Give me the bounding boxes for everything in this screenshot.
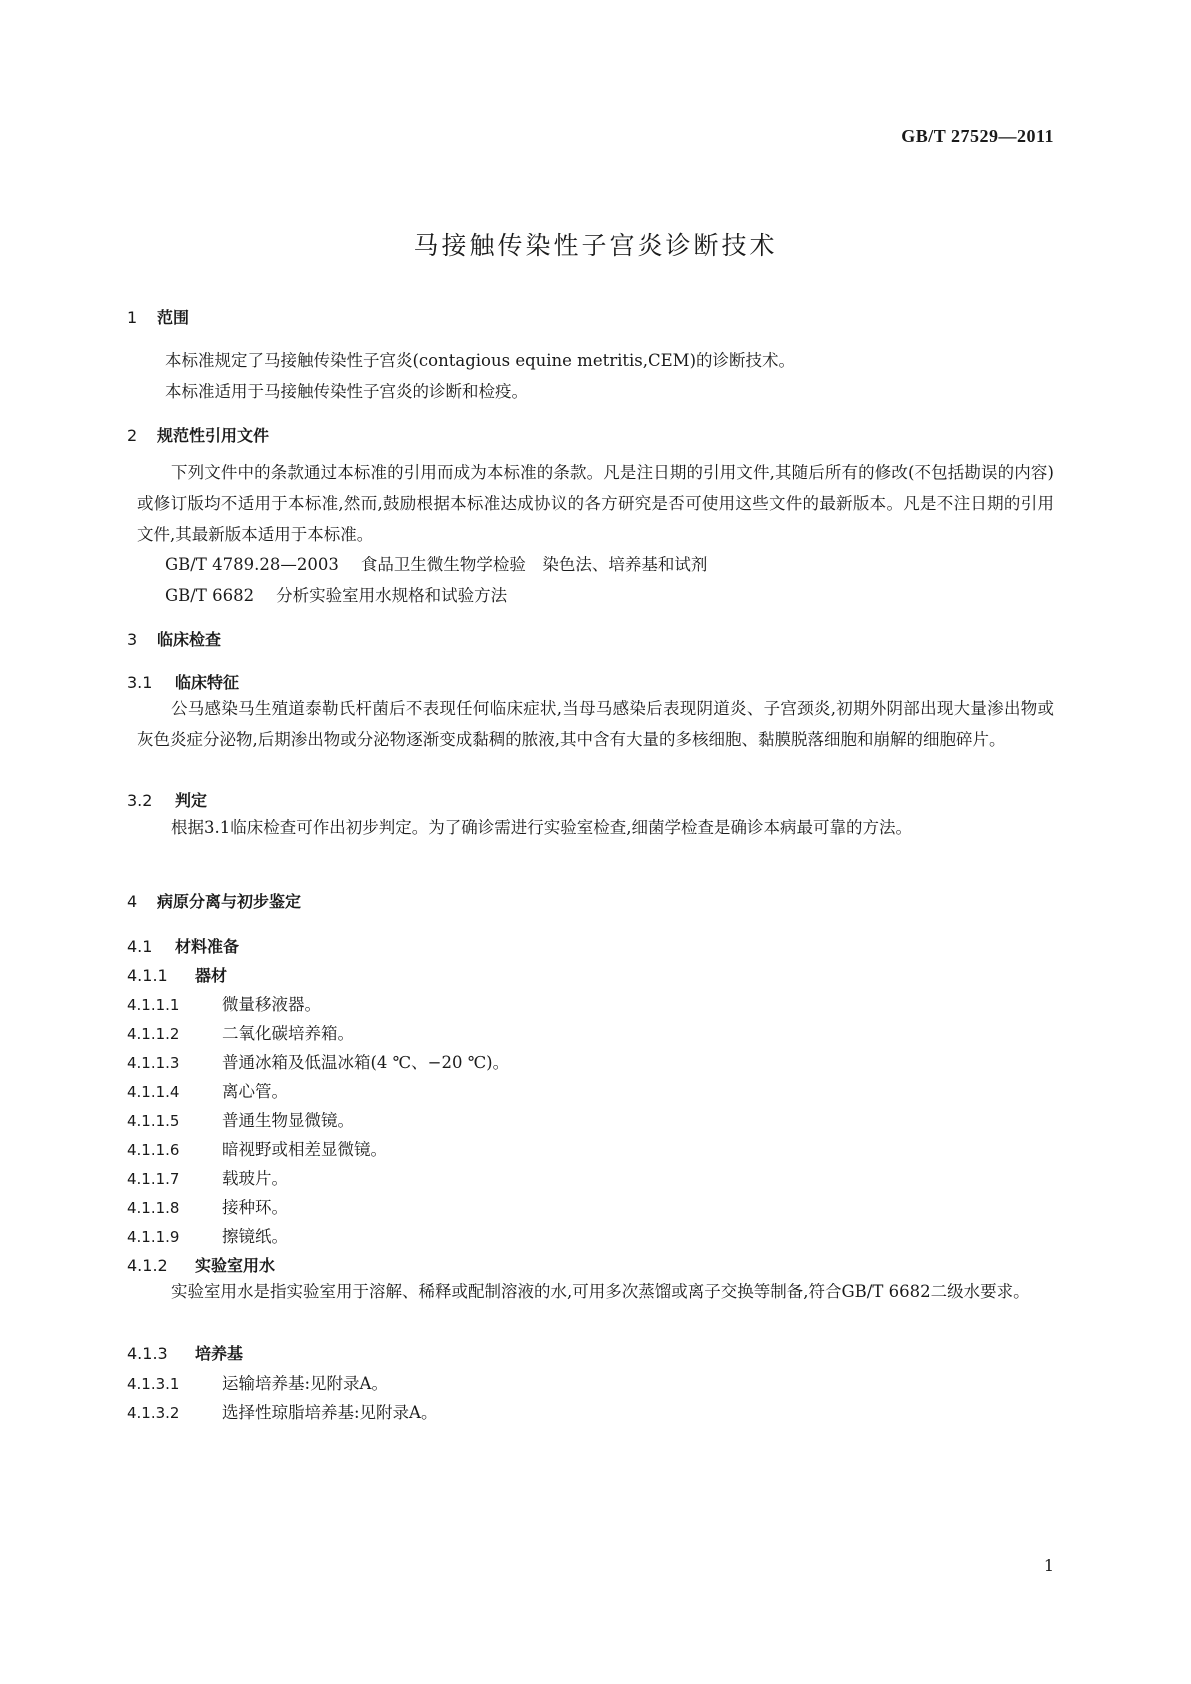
section-title: 材料准备 [175, 937, 240, 956]
list-item [127, 1399, 437, 1423]
section-number: 2 [127, 426, 138, 445]
list-item [127, 1020, 354, 1044]
reference-title: 分析实验室用水规格和试验方法 [276, 586, 508, 605]
section-title: 培养基 [195, 1344, 244, 1363]
section-4-1-1-heading [127, 963, 227, 986]
list-item [127, 1049, 509, 1073]
section-title: 病原分离与初步鉴定 [157, 892, 302, 911]
list-item [127, 1136, 387, 1160]
section-2-paragraph-1: 下列文件中的条款通过本标准的引用而成为本标准的条款。凡是注日期的引用文件,其随后所有的修改(不包括勘误的内容)或修订版均不适用于本标准,然而,鼓励根据本标准达成协议的各方研究是否可使用这些文件的最新版本。凡是不注日期的引用文件,其最新版本适用于本标准。 [137, 463, 1054, 544]
section-title: 范围 [157, 308, 190, 327]
item-number: 4.1.1.1 [127, 996, 180, 1014]
section-number: 4.1.2 [127, 1256, 168, 1275]
item-text: 二氧化碳培养箱。 [222, 1024, 354, 1043]
section-title: 临床特征 [175, 673, 240, 692]
section-4-1-2-paragraph-1: 实验室用水是指实验室用于溶解、稀释或配制溶液的水,可用多次蒸馏或离子交换等制备,符合GB/T 6682二级水要求。 [171, 1282, 1030, 1301]
list-item [127, 1370, 388, 1394]
section-number: 4.1 [127, 937, 153, 956]
list-item [127, 1107, 354, 1131]
item-text: 载玻片。 [222, 1169, 288, 1188]
item-text: 暗视野或相差显微镜。 [222, 1140, 387, 1159]
item-number: 4.1.1.3 [127, 1054, 180, 1072]
section-4-1-heading [127, 934, 239, 957]
item-number: 4.1.3.2 [127, 1404, 180, 1422]
item-text: 擦镜纸。 [222, 1227, 288, 1246]
normative-reference [165, 582, 507, 606]
reference-code: GB/T 4789.28—2003 [165, 555, 339, 574]
list-item [127, 1194, 288, 1218]
section-4-heading [127, 889, 301, 912]
section-3-heading [127, 627, 221, 650]
section-title: 实验室用水 [195, 1256, 276, 1275]
item-number: 4.1.1.9 [127, 1228, 180, 1246]
item-text: 运输培养基:见附录A。 [222, 1374, 388, 1393]
section-number: 3.1 [127, 673, 153, 692]
item-text: 普通冰箱及低温冰箱(4 ℃、−20 ℃)。 [222, 1053, 510, 1072]
section-3-2-paragraph-1: 根据3.1临床检查可作出初步判定。为了确诊需进行实验室检查,细菌学检查是确诊本病最可靠的方法。 [171, 818, 912, 837]
section-title: 规范性引用文件 [157, 426, 270, 445]
section-title: 器材 [195, 966, 228, 985]
section-3-1-heading [127, 670, 239, 693]
section-3-1-paragraph-1: 公马感染马生殖道泰勒氏杆菌后不表现任何临床症状,当母马感染后表现阴道炎、子宫颈炎,初期外阴部出现大量渗出物或灰色炎症分泌物,后期渗出物或分泌物逐渐变成黏稠的脓液,其中含有大量的多核细胞、黏膜脱落细胞和崩解的细胞碎片。 [137, 699, 1054, 749]
section-number: 4 [127, 892, 138, 911]
item-number: 4.1.1.6 [127, 1141, 180, 1159]
section-1-paragraph-2: 本标准适用于马接触传染性子宫炎的诊断和检疫。 [165, 382, 528, 401]
item-text: 离心管。 [222, 1082, 288, 1101]
section-title: 判定 [175, 791, 208, 810]
item-text: 选择性琼脂培养基:见附录A。 [222, 1403, 438, 1422]
item-number: 4.1.1.4 [127, 1083, 180, 1101]
section-number: 4.1.1 [127, 966, 168, 985]
section-title: 临床检查 [157, 630, 222, 649]
section-3-2-heading [127, 788, 207, 811]
section-number: 3.2 [127, 791, 153, 810]
reference-title: 食品卫生微生物学检验 染色法、培养基和试剂 [360, 555, 708, 574]
list-item [127, 1223, 288, 1247]
document-title: 马接触传染性子宫炎诊断技术 [413, 231, 778, 260]
section-number: 3 [127, 630, 138, 649]
section-4-1-3-heading [127, 1341, 243, 1364]
item-number: 4.1.1.5 [127, 1112, 180, 1130]
normative-reference [165, 551, 707, 575]
section-2-heading [127, 423, 269, 446]
list-item [127, 1078, 288, 1102]
standard-code: GB/T 27529—2011 [901, 126, 1054, 146]
item-text: 接种环。 [222, 1198, 288, 1217]
item-number: 4.1.3.1 [127, 1375, 180, 1393]
reference-code: GB/T 6682 [165, 586, 255, 605]
section-1-paragraph-1: 本标准规定了马接触传染性子宫炎(contagious equine metritis,CEM)的诊断技术。 [165, 351, 796, 370]
list-item [127, 991, 321, 1015]
section-number: 4.1.3 [127, 1344, 168, 1363]
section-number: 1 [127, 308, 138, 327]
page-number: 1 [1043, 1556, 1054, 1575]
item-number: 4.1.1.2 [127, 1025, 180, 1043]
item-text: 微量移液器。 [222, 995, 321, 1014]
item-number: 4.1.1.7 [127, 1170, 180, 1188]
item-text: 普通生物显微镜。 [222, 1111, 354, 1130]
list-item [127, 1165, 288, 1189]
section-1-heading [127, 305, 189, 328]
section-4-1-2-heading [127, 1253, 275, 1276]
item-number: 4.1.1.8 [127, 1199, 180, 1217]
